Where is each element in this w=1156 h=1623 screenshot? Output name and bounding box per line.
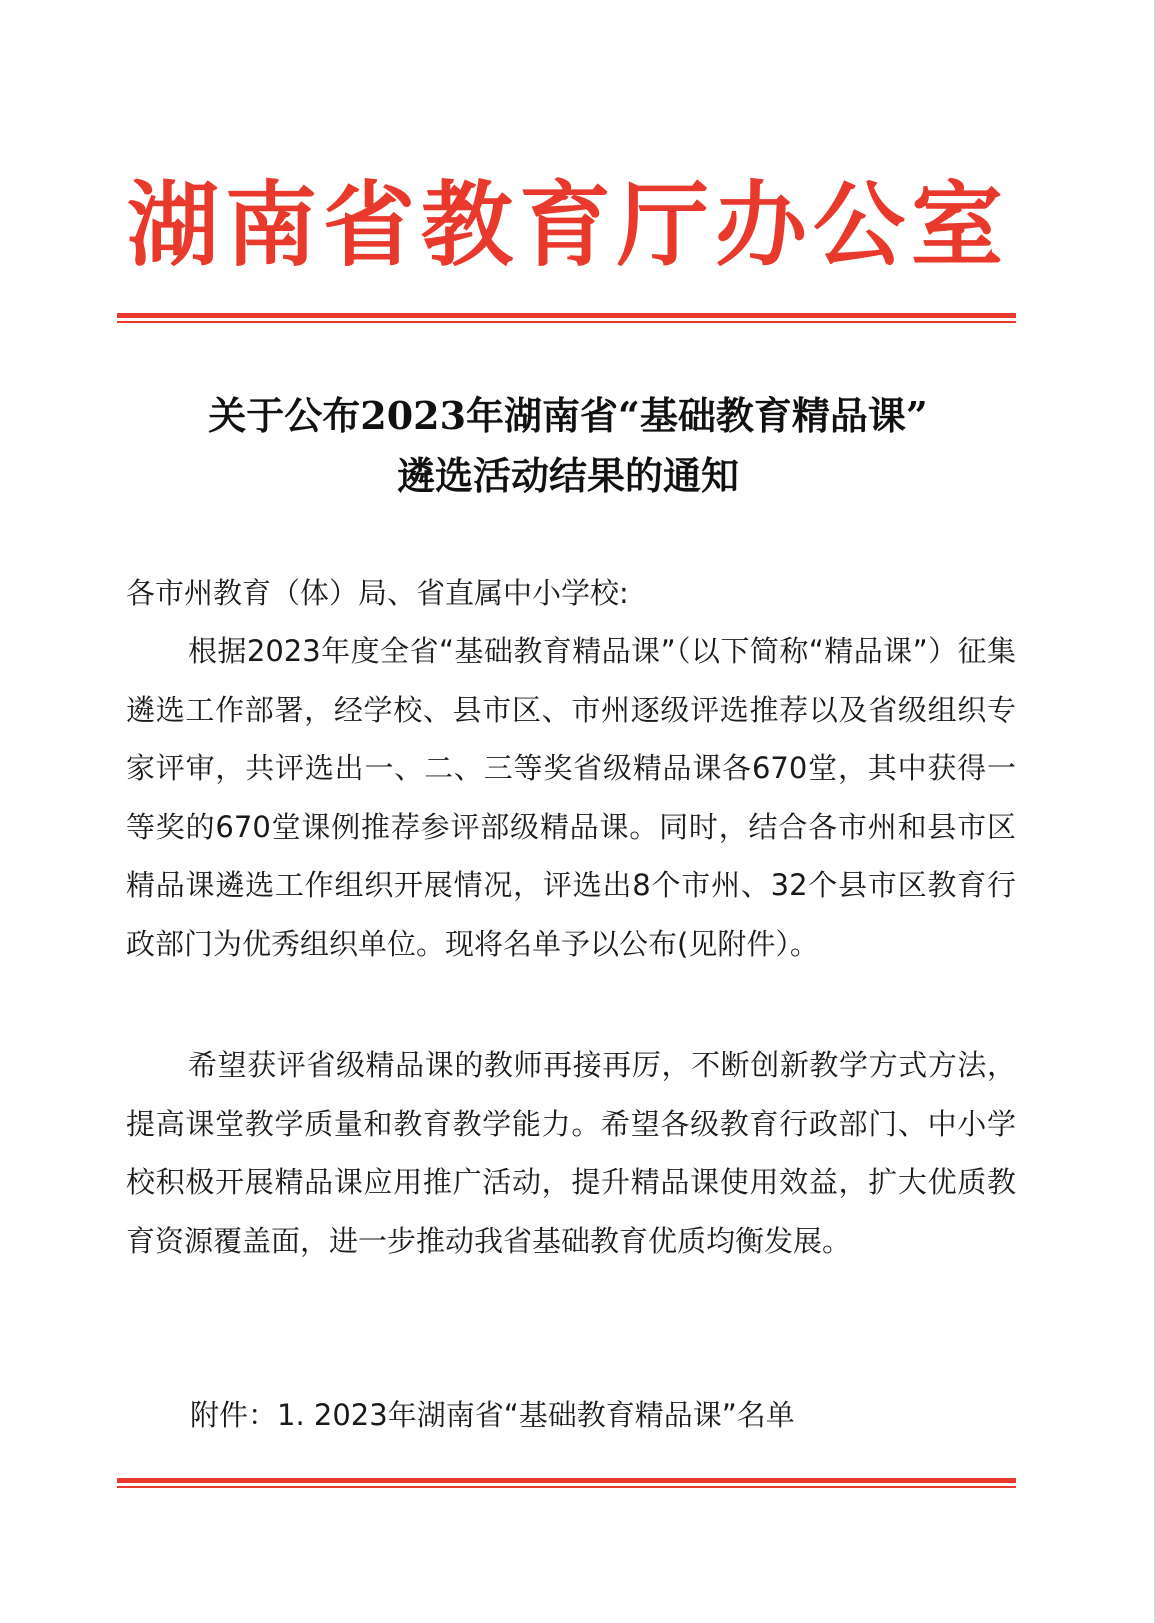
issuer-masthead: 湖南省教育厅办公室 — [126, 171, 1009, 279]
salutation: 各市州教育（体）局、省直属中小学校: — [126, 576, 629, 610]
notice-title-line-1: 关于公布2023年湖南省“基础教育精品课” — [208, 393, 928, 438]
notice-title-line-2: 遴选活动结果的通知 — [396, 453, 739, 498]
footer-divider — [117, 1478, 1016, 1488]
attachment-line: 附件：1. 2023年湖南省“基础教育精品课”名单 — [190, 1398, 795, 1432]
body-paragraph-2: 希望获评省级精品课的教师再接再厉，不断创新教学方式方法，提高课堂教学质量和教育教学能力。希望各级教育行政部门、中小学校积极开展精品课应用推广活动，提升精品课使用效益，扩大优质教育资源覆盖面，进一步推动我省基础教育优质均衡发展。 — [126, 1048, 1016, 1258]
masthead-divider — [117, 313, 1016, 323]
body-paragraph-1: 根据2023年度全省“基础教育精品课”（以下简称“精品课”）征集遴选工作部署，经学校、县市区、市州逐级评选推荐以及省级组织专家评审，共评选出一、二、三等奖省级精品课各670堂，其中获得一等奖的670堂课例推荐参评部级精品课。同时，结合各市州和县市区精品课遴选工作组织开展情况，评选出8个市州、32个县市区教育行政部门为优秀组织单位。现将名单予以公布(见附件）。 — [126, 634, 1016, 961]
